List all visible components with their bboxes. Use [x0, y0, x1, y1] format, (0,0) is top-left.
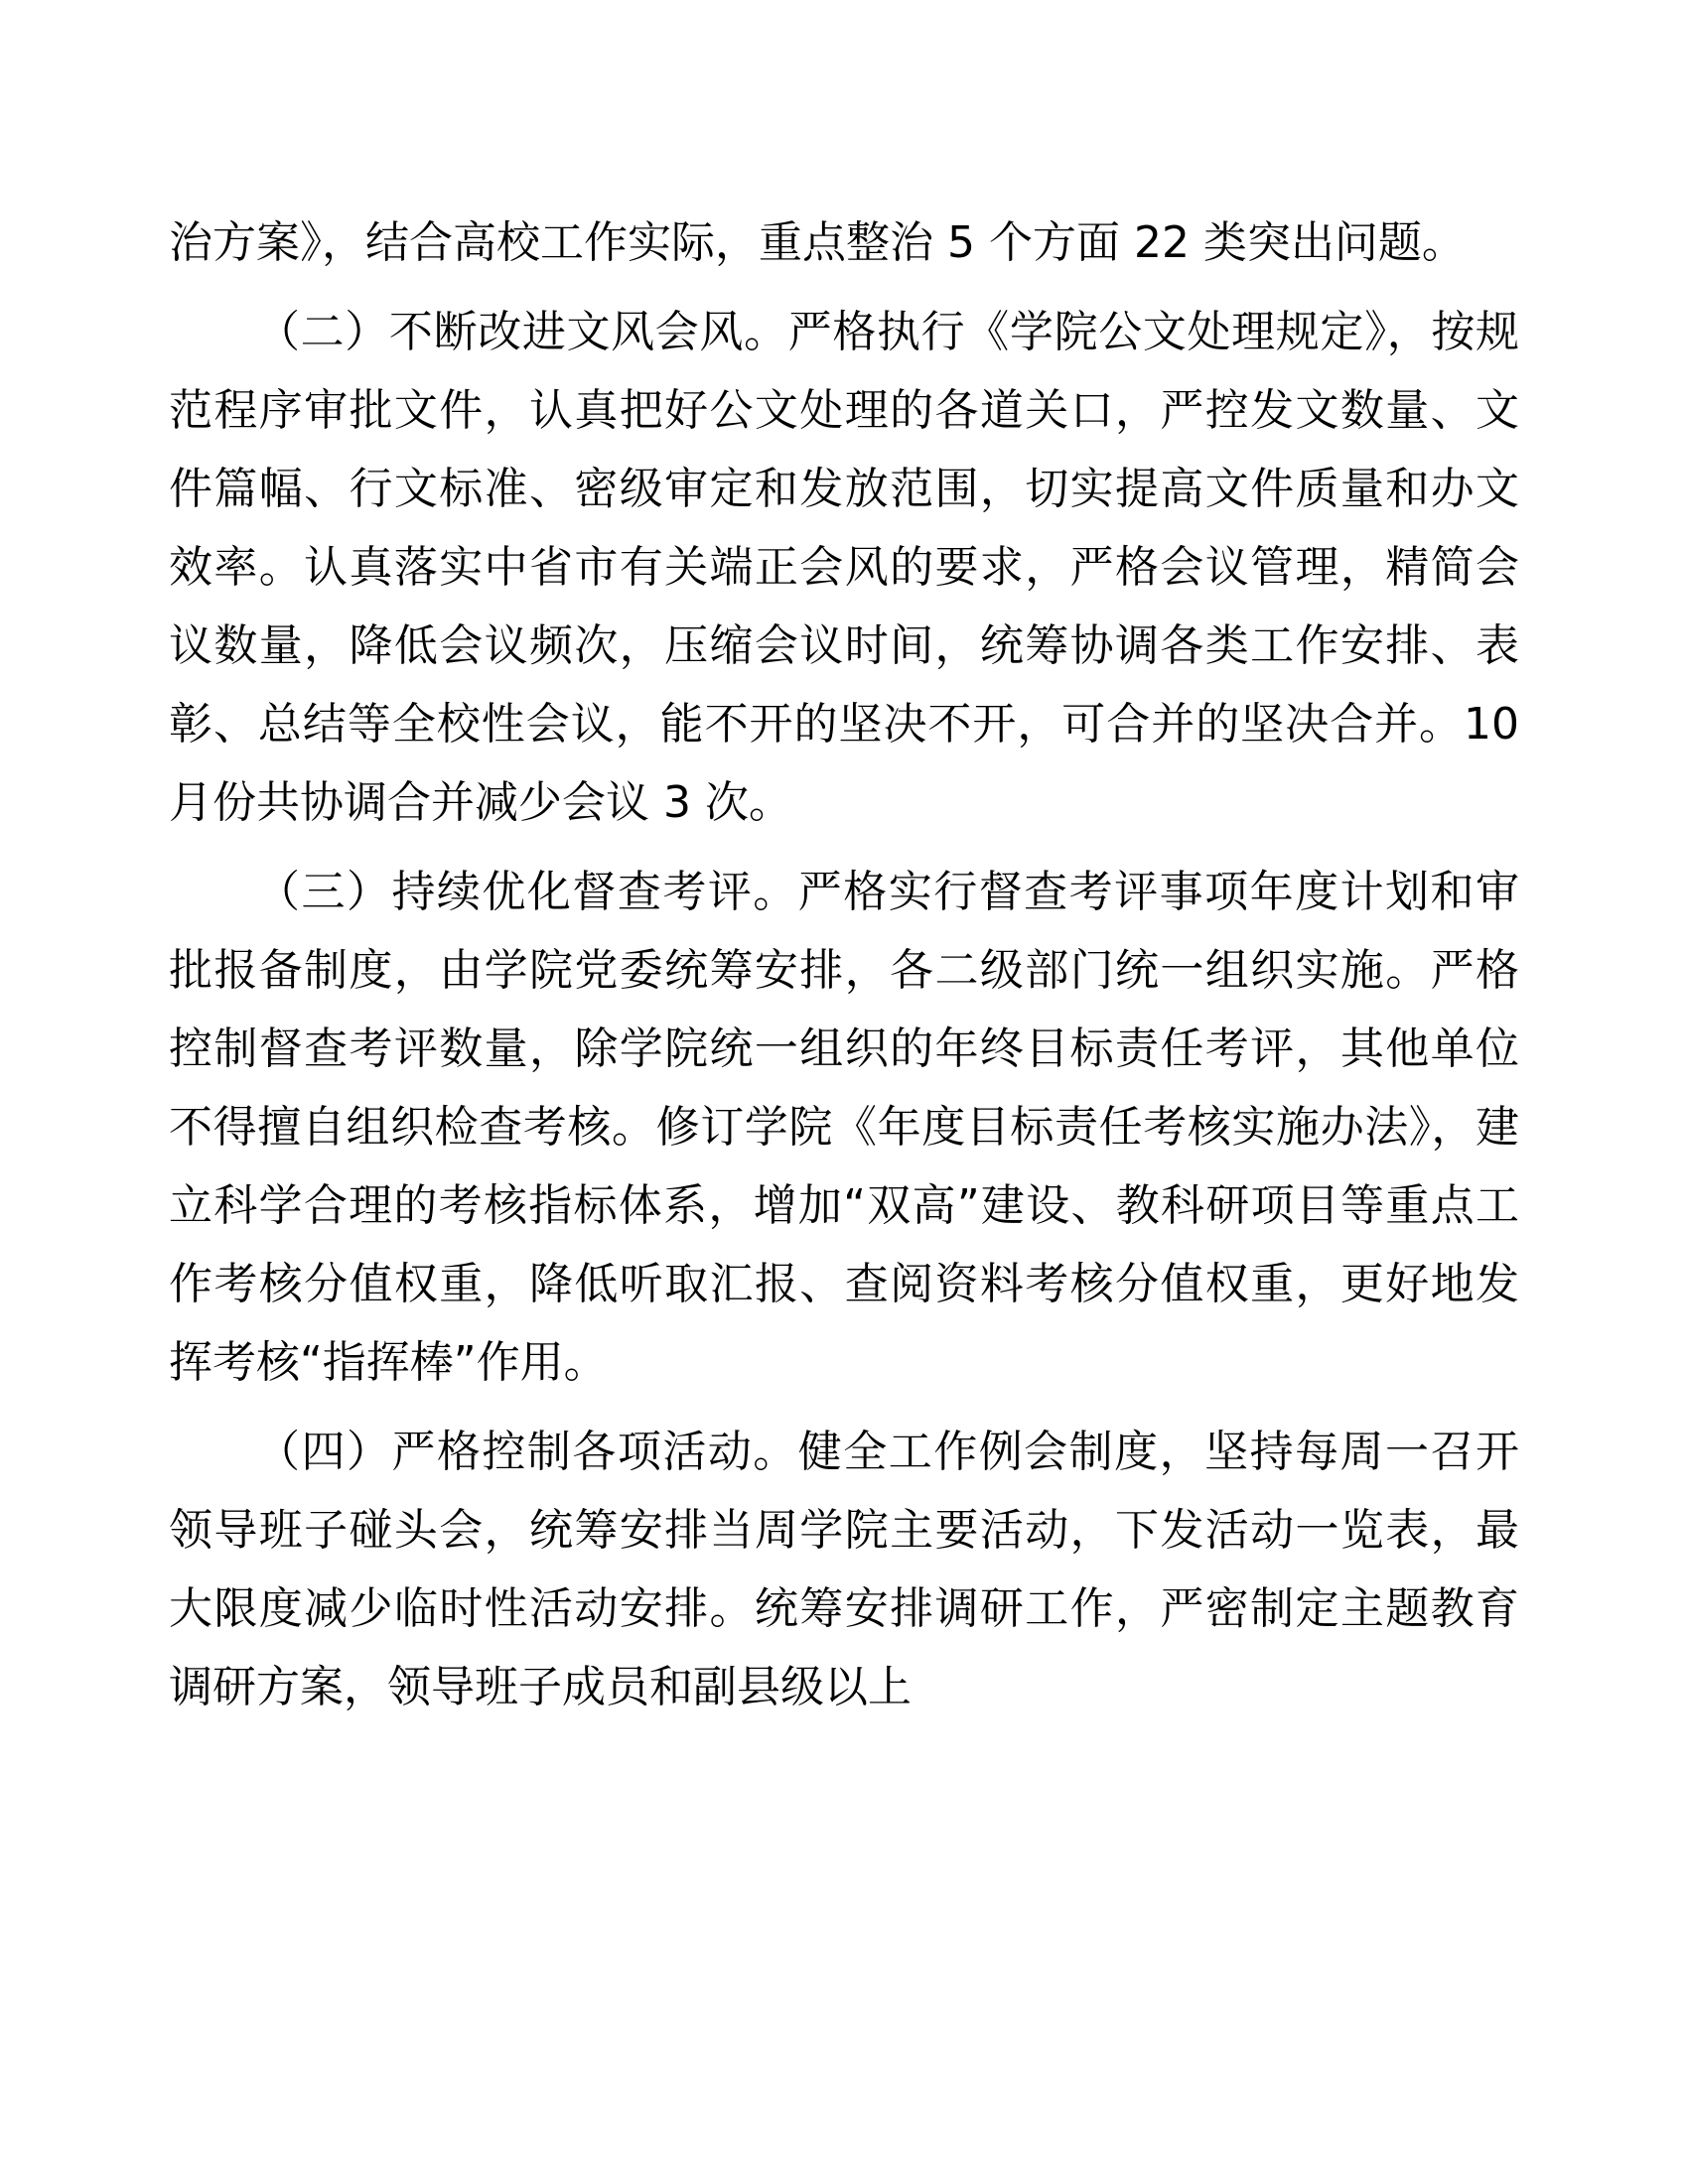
paragraph-continuation: 治方案》，结合高校工作实际，重点整治 5 个方面 22 类突出问题。: [169, 217, 1466, 268]
paragraph-item-two: （二）不断改进文风会风。严格执行《学院公文处理规定》，按规范程序审批文件，认真把好公文处理的各道关口，严控发文数量、文件篇幅、行文标准、密级审定和发放范围，切实提高文件质量和办文效率。认真落实中省市有关端正会风的要求，严格会议管理，精简会议数量，降低会议频次，压缩会议时间，统筹协调各类工作安排、表彰、总结等全校性会议，能不开的坚决不开，可合并的坚决合并。10 月份共协调合并减少会议 3 次。: [169, 307, 1519, 828]
paragraph-item-three: （三）持续优化督查考评。严格实行督查考评事项年度计划和审批报备制度，由学院党委统筹安排，各二级部门统一组织实施。严格控制督查考评数量，除学院统一组织的年终目标责任考评，其他单位不得擅自组织检查考核。修订学院《年度目标责任考核实施办法》，建立科学合理的考核指标体系，增加“双高”建设、教科研项目等重点工作考核分值权重，降低听取汇报、查阅资料考核分值权重，更好地发挥考核“指挥棒”作用。: [169, 867, 1519, 1388]
paragraph-item-four: （四）严格控制各项活动。健全工作例会制度，坚持每周一召开领导班子碰头会，统筹安排当周学院主要活动，下发活动一览表，最大限度减少临时性活动安排。统筹安排调研工作，严密制定主题教育调研方案，领导班子成员和副县级以上: [169, 1427, 1519, 1712]
